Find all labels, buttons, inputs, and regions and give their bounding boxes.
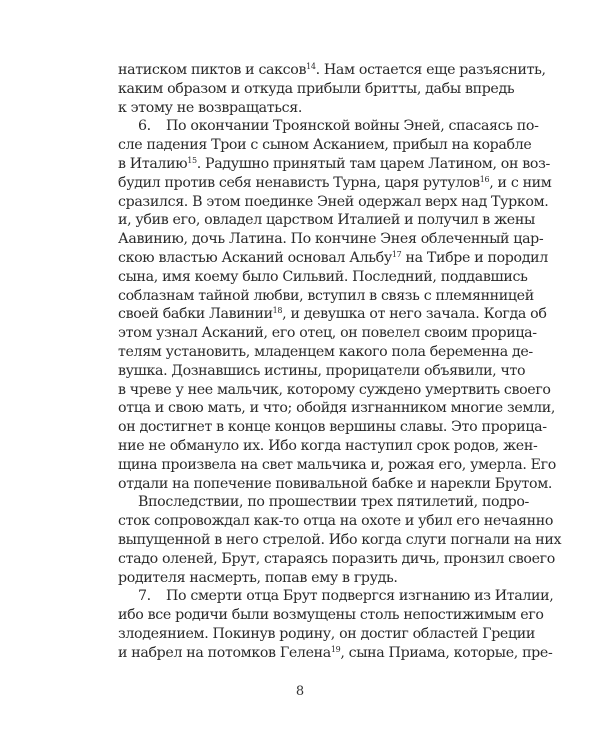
text-line bbox=[118, 230, 544, 249]
text-line bbox=[118, 305, 547, 324]
line-text: соблазнам тайной любви, вступил в связь с племянницей bbox=[118, 287, 534, 304]
line-text: щина произвела на свет мальчика и, рожая его, умерла. Его bbox=[118, 456, 556, 473]
line-text: и, убив его, овладел царством Италией и получил в жены bbox=[118, 212, 535, 229]
line-text: По окончании Троянской войны Эней, спасаясь по- bbox=[166, 118, 539, 135]
line-text: этом узнал Асканий, его отец, он повелел своим прорица- bbox=[118, 325, 537, 342]
line-text: стадо оленей, Брут, стараясь поразить дичь, пронзил своего bbox=[118, 550, 555, 567]
line-text: сразился. В этом поединке Эней одержал верх над Турком. bbox=[118, 193, 549, 210]
text-line bbox=[118, 324, 537, 343]
text-line bbox=[118, 437, 538, 456]
line-text: , и девушка от него зачала. Когда об bbox=[282, 306, 547, 323]
line-text: злодеянием. Покинув родину, он достиг областей Греции bbox=[118, 625, 535, 642]
text-line bbox=[118, 193, 549, 212]
line-text: скою властью Асканий основал Альбу bbox=[118, 249, 392, 266]
footnote-ref: 15 bbox=[187, 155, 197, 165]
text-line bbox=[118, 644, 553, 663]
line-text: отдали на попечение повивальной бабке и нарекли Брутом. bbox=[118, 475, 553, 492]
line-text: на Тибре и породил bbox=[401, 249, 548, 266]
text-line bbox=[118, 80, 515, 99]
text-line bbox=[118, 381, 551, 400]
text-line bbox=[118, 362, 526, 381]
text-line bbox=[118, 475, 553, 494]
text-line bbox=[118, 456, 556, 475]
line-text: Впоследствии, по прошествии трех пятилетий, подро- bbox=[138, 494, 529, 511]
section-number: 6. bbox=[138, 118, 151, 135]
page-body-text bbox=[118, 61, 562, 663]
text-line bbox=[118, 531, 562, 550]
text-line bbox=[118, 155, 550, 174]
line-text: каким образом и откуда прибыли бритты, дабы впредь bbox=[118, 80, 515, 97]
line-text: сток сопровождал как-то отца на охоте и убил его нечаянно bbox=[118, 513, 554, 530]
line-text: отца и свою мать, и что; обойдя изгнанником многие земли, bbox=[118, 400, 556, 417]
text-line bbox=[118, 399, 556, 418]
line-text: в Италию bbox=[118, 155, 188, 172]
line-text: сле падения Трои с сыном Асканием, прибыл на корабле bbox=[118, 137, 532, 154]
line-text: сына, имя коему было Сильвий. Последний, поддавшись bbox=[118, 268, 528, 285]
text-line bbox=[118, 211, 535, 230]
text-line bbox=[118, 587, 554, 606]
line-text: родителя насмерть, попав ему в грудь. bbox=[118, 569, 398, 586]
line-text: . Радушно принятый там царем Латином, он воз- bbox=[196, 155, 550, 172]
text-line bbox=[118, 418, 547, 437]
line-text: , сына Приама, которые, пре- bbox=[340, 644, 553, 661]
line-text: натиском пиктов и саксов bbox=[118, 62, 307, 78]
line-text: к этому не возвращаться. bbox=[118, 99, 302, 116]
text-line bbox=[118, 117, 539, 136]
text-line bbox=[118, 550, 555, 569]
text-line bbox=[118, 343, 533, 362]
line-text: в чреве у нее мальчик, которому суждено умертвить своего bbox=[118, 381, 551, 398]
text-line bbox=[118, 268, 528, 287]
text-line bbox=[118, 606, 544, 625]
line-text: выпущенной в него стрелой. Ибо когда слуги погнали на них bbox=[118, 531, 562, 548]
text-line bbox=[118, 99, 486, 118]
line-text: своей бабки Лавинии bbox=[118, 306, 273, 323]
footnote-ref: 18 bbox=[272, 306, 283, 316]
footnote-ref: 19 bbox=[330, 644, 341, 654]
page-number: 8 bbox=[295, 684, 305, 699]
line-text: ибо все родичи были возмущены столь непостижимым его bbox=[118, 607, 544, 624]
line-text: он достигнет в конце концов вершины славы. Это прорица- bbox=[118, 419, 547, 436]
footnote-ref: 17 bbox=[391, 249, 402, 259]
footnote-ref: 16 bbox=[479, 174, 490, 184]
text-line bbox=[118, 493, 529, 512]
line-text: ние не обмануло их. Ибо когда наступил срок родов, жен- bbox=[118, 437, 538, 454]
text-line bbox=[118, 569, 486, 588]
line-text: телям установить, младенцем какого пола беременна де- bbox=[118, 343, 533, 360]
line-text: Аавинию, дочь Латина. По кончине Энея облеченный цар- bbox=[118, 231, 544, 248]
text-line bbox=[118, 136, 532, 155]
line-text: По смерти отца Брут подвергся изгнанию из Италии, bbox=[166, 588, 554, 605]
footnote-ref: 14 bbox=[306, 62, 316, 71]
line-text: . Нам остается еще разъяснить, bbox=[315, 62, 546, 78]
section-number: 7. bbox=[138, 588, 151, 605]
line-text: вушка. Дознавшись истины, прорицатели объявили, что bbox=[118, 362, 526, 379]
text-line bbox=[118, 174, 552, 193]
line-text: , и с ним bbox=[489, 174, 552, 191]
line-text: будил против себя ненависть Турна, царя рутулов bbox=[118, 174, 480, 191]
text-line bbox=[118, 512, 554, 531]
line-text: и набрел на потомков Гелена bbox=[118, 644, 331, 661]
text-line bbox=[118, 249, 548, 268]
text-line bbox=[118, 287, 534, 306]
text-line bbox=[118, 625, 535, 644]
text-line bbox=[118, 61, 546, 80]
